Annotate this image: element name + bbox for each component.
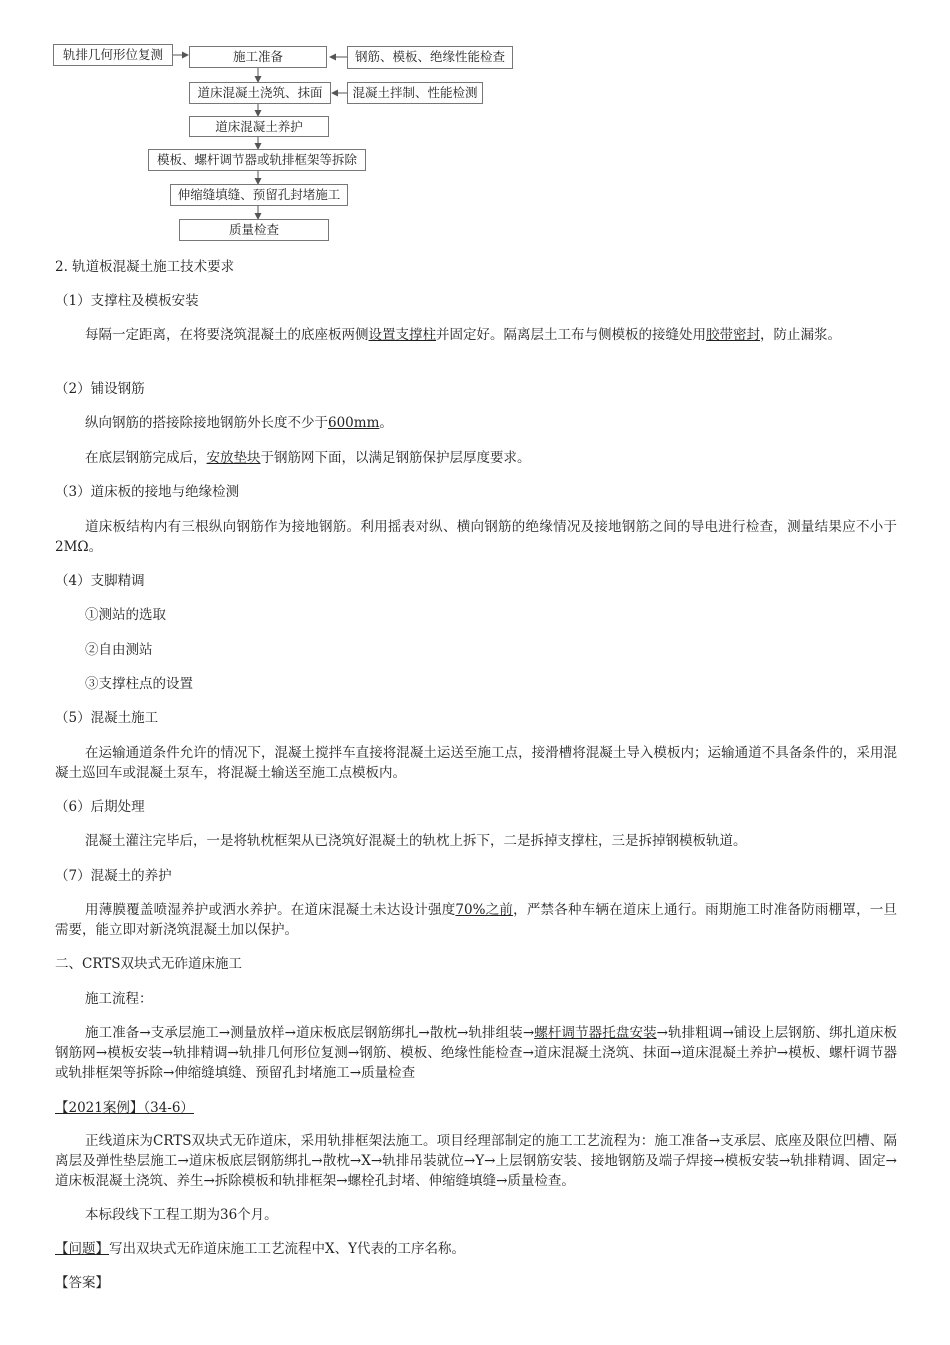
case-duration: 本标段线下工程工期为36个月。 — [85, 1207, 278, 1223]
underline-support-pillar: 设置支撑柱 — [368, 327, 436, 343]
flow-box-dismantle: 模板、螺杆调节器或轨排框架等拆除 — [148, 149, 366, 171]
flow-box-joint-sealing: 伸缩缝填缝、预留孔封堵施工 — [170, 184, 348, 206]
flow-box-rebar-check: 钢筋、模板、绝缘性能检查 — [347, 46, 513, 69]
answer-label: 【答案】 — [55, 1275, 109, 1291]
flowchart-connectors — [0, 0, 950, 260]
case-title: 【2021案例】（34-6） — [55, 1100, 194, 1116]
underline-spacer-block: 安放垫块 — [206, 450, 261, 466]
underline-70-percent: 70%之前 — [455, 902, 514, 918]
flow-box-verify-geometry: 轨排几何形位复测 — [53, 44, 173, 66]
subsection-5-paragraph: 在运输通道条件允许的情况下，混凝土搅拌车直接将混凝土运送至施工点，接滑槽将混凝土导入模板内；运输通道不具备条件的，采用混凝土巡回车或混凝土泵车，将混凝土输送至施工点模板内。 — [55, 745, 897, 781]
construction-flow-paragraph: 施工准备→支承层施工→测量放样→道床板底层钢筋绑扎→散枕→轨排组装→螺杆调节器托盘安装→轨排粗调→铺设上层钢筋、绑扎道床板钢筋网→模板安装→轨排精调→轨排几何形位复测→钢筋、模板、绝缘性能检查→道床混凝土浇筑、抹面→道床混凝土养护→模板、螺杆调节器或轨排框架等拆除→伸缩缝填缝、预留孔封堵施工→质量检查 — [55, 1025, 897, 1081]
subsection-2-title: （2）铺设钢筋 — [55, 381, 145, 397]
subsection-3-title: （3）道床板的接地与绝缘检测 — [55, 484, 240, 500]
underline-tape-seal: 胶带密封 — [706, 327, 760, 343]
subsection-7-title: （7）混凝土的养护 — [55, 868, 172, 884]
case-paragraph: 正线道床为CRTS双块式无砟道床，采用轨排框架法施工。项目经理部制定的施工工艺流程为：施工准备→支承层、底座及限位凹槽、隔离层及弹性垫层施工→道床板底层钢筋绑扎→散枕→X→轨排吊装就位→Y→上层钢筋安装、接地钢筋及端子焊接→模板安装→轨排精调、固定→道床板混凝土浇筑、养生→拆除模板和轨排框架→螺栓孔封堵、伸缩缝填缝→质量检查。 — [55, 1133, 897, 1189]
flow-box-quality-check: 质量检查 — [179, 219, 329, 241]
flow-box-mixing-test: 混凝土拌制、性能检测 — [347, 82, 483, 104]
subsection-2-line-1: 纵向钢筋的搭接除接地钢筋外长度不少于600mm。 — [85, 415, 393, 431]
subsection-4-item-3: ③支撑柱点的设置 — [85, 676, 193, 692]
subsection-4-title: （4）支脚精调 — [55, 573, 145, 589]
subsection-4-item-2: ②自由测站 — [85, 642, 153, 658]
flow-box-curing: 道床混凝土养护 — [189, 116, 329, 137]
section-title: 2. 轨道板混凝土施工技术要求 — [55, 259, 235, 275]
question-label: 【问题】 — [55, 1241, 109, 1257]
flow-box-construction-prep: 施工准备 — [189, 46, 327, 68]
flow-box-pouring: 道床混凝土浇筑、抹面 — [189, 82, 331, 104]
subsection-5-title: （5）混凝土施工 — [55, 710, 159, 726]
question: 【问题】写出双块式无砟道床施工工艺流程中X、Y代表的工序名称。 — [55, 1241, 466, 1257]
subsection-1-paragraph: 每隔一定距离，在将要浇筑混凝土的底座板两侧设置支撑柱并固定好。隔离层土工布与侧模板的接缝处用胶带密封，防止漏浆。 — [85, 327, 841, 343]
underline-tray-install: 螺杆调节器托盘安装 — [534, 1025, 657, 1041]
subsection-6-title: （6）后期处理 — [55, 799, 145, 815]
part-2-title: 二、CRTS双块式无砟道床施工 — [55, 956, 243, 972]
subsection-4-item-1: ①测站的选取 — [85, 607, 166, 623]
subsection-3-paragraph: 道床板结构内有三根纵向钢筋作为接地钢筋。利用摇表对纵、横向钢筋的绝缘情况及接地钢筋之间的导电进行检查，测量结果应不小于2MΩ。 — [55, 519, 897, 555]
subsection-1-title: （1）支撑柱及模板安装 — [55, 293, 199, 309]
flow-label: 施工流程： — [85, 991, 153, 1007]
underline-600mm: 600mm — [328, 415, 380, 431]
subsection-6-paragraph: 混凝土灌注完毕后，一是将轨枕框架从已浇筑好混凝土的轨枕上拆下，二是拆掉支撑柱，三是拆掉钢模板轨道。 — [85, 833, 747, 849]
subsection-2-line-2: 在底层钢筋完成后，安放垫块于钢筋网下面，以满足钢筋保护层厚度要求。 — [85, 450, 531, 466]
subsection-7-paragraph: 用薄膜覆盖喷湿养护或洒水养护。在道床混凝土未达设计强度70%之前，严禁各种车辆在道床上通行。雨期施工时准备防雨棚罩，一旦需要，能立即对新浇筑混凝土加以保护。 — [55, 902, 898, 938]
